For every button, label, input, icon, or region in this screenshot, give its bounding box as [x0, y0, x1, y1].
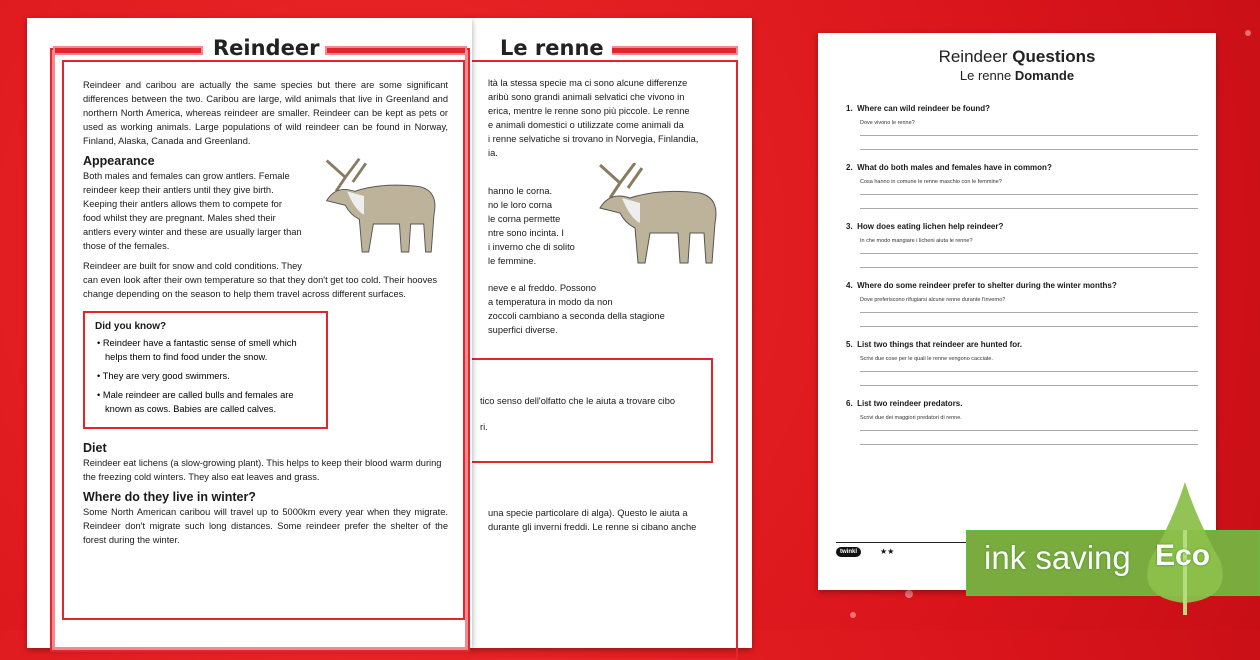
question-item: 1. Where can wild reindeer be found? Dove vivono le renne? [846, 104, 1198, 150]
question-item: 4. Where do some reindeer prefer to shelter during the winter months? Dove preferiscono rifugiarsi alcune renne durante l'inverno? [846, 281, 1198, 327]
appearance-heading: Appearance [83, 154, 155, 168]
title-bar-left [53, 46, 203, 55]
reindeer-illustration [580, 163, 730, 273]
answer-line[interactable] [860, 267, 1198, 268]
badge-label: ink saving [984, 539, 1131, 576]
winter-text: Some North American caribou will travel up to 5000km every year when they migrate. Reindeer don't migrate such long distances. Some reindeer prefer the shelter of the forest during the winter. [83, 507, 448, 545]
did-you-know-box [83, 311, 328, 429]
title-bar-right [325, 46, 467, 55]
intro-text: Reindeer and caribou are actually the same species but there are some significant differences between the two. Caribou are large, wild animals that live in Greenland and northern North America, whereas reindeer are smaller. Reindeer can be kept as pets or used as working animals. Large populations of wild reindeer can be found in Norway, Finland, Alaska, Canada and Greenland. [83, 80, 448, 146]
appearance-text-2: Reindeer are built for snow and cold conditions. They can even look after their own temperature so that they don't get too cold. Their hooves change depending on the season to help them travel across different surfaces. [83, 261, 438, 299]
appearance-text: Both males and females can grow antlers. Female reindeer keep their antlers until they give birth. Keeping their antlers allows them to compete for food whilst they are pregnant. Males shed their antlers every winter and these are usually larger than those of the females. [83, 171, 302, 251]
page-title: Le renne [490, 36, 612, 60]
did-you-know-heading: Did you know? [95, 321, 167, 332]
question-item: 2. What do both males and females have in common? Cosa hanno in comune le renne maschio con le femmine? [846, 163, 1198, 209]
appearance-text: hanno le corna. no le loro corna le corna permette ntre sono incinta. I i inverno che di solito le femmine. [488, 186, 575, 266]
twinkl-logo: twinkl [836, 547, 861, 557]
diet-heading: Diet [83, 441, 107, 455]
answer-line[interactable] [860, 149, 1198, 150]
intro-text: ltà la stessa specie ma ci sono alcune differenze aribù sono grandi animali selvatici che vivono in erica, mentre le renne sono più piccole. Le renne e animali domestici o utilizzate come animali da i renne selvatiche si trovano in Norvegia, Finlandia, ia. [488, 78, 699, 158]
answer-line[interactable] [860, 194, 1198, 195]
reindeer-illustration [308, 155, 448, 265]
eco-label: Eco [1155, 539, 1211, 572]
appearance-text-2: neve e al freddo. Possono a temperatura in modo da non zoccoli cambiano a seconda della stagione superfici diverse. [488, 283, 665, 335]
page-title: Reindeer Questions [938, 47, 1096, 66]
fact-item: • Reindeer have a fantastic sense of smell which helps them to find food under the snow. [97, 338, 297, 362]
question-item: 3. How does eating lichen help reindeer? In che modo mangiare i licheni aiuta le renne? [846, 222, 1198, 268]
answer-line[interactable] [860, 208, 1198, 209]
answer-line[interactable] [860, 385, 1198, 386]
rating-stars: ★★ [880, 547, 895, 556]
did-you-know-box: tico senso dell'olfatto che le aiuta a trovare cibo ri. [470, 358, 713, 463]
winter-heading: Where do they live in winter? [83, 490, 256, 504]
answer-line[interactable] [860, 444, 1198, 445]
answer-line[interactable] [860, 326, 1198, 327]
question-item: 5. List two things that reindeer are hunted for. Scrivi due cose per le quali le renne vengono cacciate. [846, 340, 1198, 386]
page-subtitle: Le renne Domande [959, 68, 1075, 83]
question-item: 6. List two reindeer predators. Scrivi due dei maggiori predatori di renne. [846, 399, 1198, 445]
fact-item: • They are very good swimmers. [97, 371, 230, 381]
answer-line[interactable] [860, 430, 1198, 431]
question-list [846, 104, 1198, 458]
fact-item: • Male reindeer are called bulls and females are known as cows. Babies are called calves. [97, 390, 294, 414]
answer-line[interactable] [860, 371, 1198, 372]
title-bar [610, 46, 738, 55]
answer-line[interactable] [860, 312, 1198, 313]
fact-column [83, 78, 448, 547]
diet-text: una specie particolare di alga). Questo le aiuta a durante gli inverni freddi. Le renne si cibano anche [488, 508, 697, 532]
diet-text: Reindeer eat lichens (a slow-growing plant). This helps to keep their blood warm during the freezing cold winters. They also eat leaves and grass. [83, 458, 442, 482]
italian-sheet [470, 18, 752, 648]
page-title: Reindeer [203, 36, 325, 60]
english-sheet [27, 18, 472, 648]
answer-line[interactable] [860, 253, 1198, 254]
answer-line[interactable] [860, 135, 1198, 136]
